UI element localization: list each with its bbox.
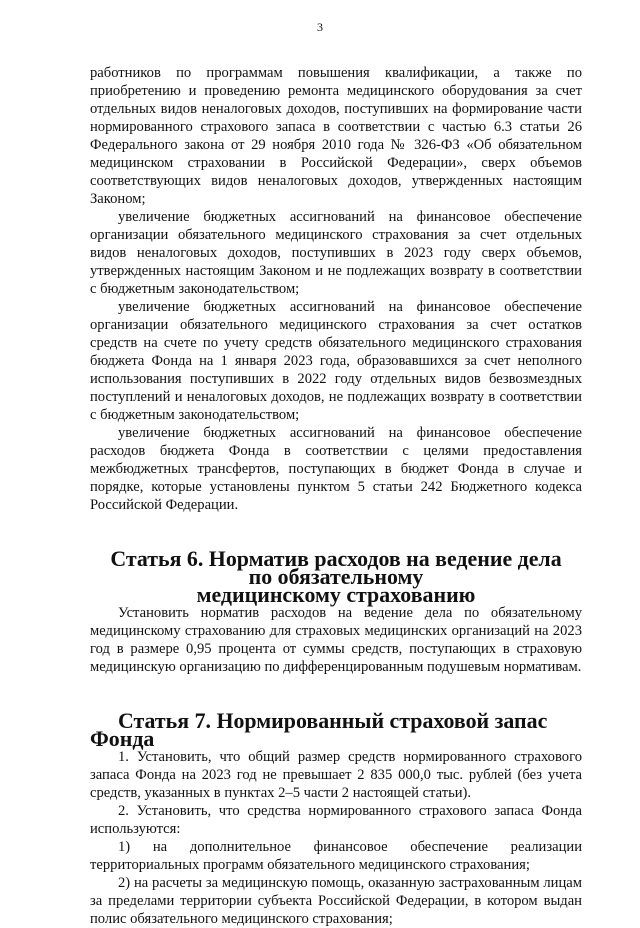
page-number: 3	[317, 20, 323, 34]
document-body	[90, 64, 582, 928]
article-7-paragraph-1: 1. Установить, что общий размер средств нормированного страхового запаса Фонда на 2023 год не превышает 2 835 000,0 тыс. рублей (без учета средств, указанных в пунктах 2–5 части 2 настоящей статьи).	[90, 749, 582, 801]
article-6-heading-line2: медицинскому страхованию	[196, 582, 476, 607]
article-6-heading-line1: Статья 6. Норматив расходов на ведение дела по обязательному	[110, 546, 562, 589]
article-7-heading: Статья 7. Нормированный страховой запас Фонда	[90, 708, 548, 751]
article-6-paragraph: Установить норматив расходов на ведение дела по обязательному медицинскому страхованию для страховых медицинских организаций на 2023 год в размере 0,95 процента от суммы средств, поступающих в страховую медицинскую организацию по дифференцированным подушевым нормативам.	[90, 605, 582, 675]
paragraph-continuation: работников по программам повышения квалификации, а также по приобретению и проведению ремонта медицинского оборудования за счет отдельных видов неналоговых доходов, поступивших на формирование части нормированного страхового запаса в соответствии с частью 6.3 статьи 26 Федерального закона от 29 ноября 2010 года № 326-ФЗ «Об обязательном медицинском страховании в Российской Федерации», сверх объемов соответствующих видов неналоговых доходов, утвержденных настоящим Законом;	[90, 65, 582, 207]
article-7-paragraph-2: 2. Установить, что средства нормированного страхового запаса Фонда используются:	[90, 803, 582, 837]
article-7-item-2: 2) на расчеты за медицинскую помощь, оказанную застрахованным лицам за пределами территории субъекта Российской Федерации, в котором выдан полис обязательного медицинского страхования;	[90, 875, 582, 927]
article-6-heading	[90, 546, 582, 607]
paragraph: увеличение бюджетных ассигнований на финансовое обеспечение организации обязательного медицинского страхования за счет остатков средств на счете по учету средств обязательного медицинского страхования бюджета Фонда на 1 января 2023 года, образовавшихся за счет неполного использования поступивших в 2022 году отдельных видов безвозмездных поступлений и неналоговых доходов, не подлежащих возврату в соответствии с бюджетным законодательством;	[90, 299, 582, 423]
paragraph: увеличение бюджетных ассигнований на финансовое обеспечение расходов бюджета Фонда в соответствии с целями предоставления межбюджетных трансфертов, поступающих в бюджет Фонда в случае и порядке, которые установлены пунктом 5 статьи 242 Бюджетного кодекса Российской Федерации.	[90, 425, 582, 513]
article-7-item-1: 1) на дополнительное финансовое обеспечение реализации территориальных программ обязательного медицинского страхования;	[90, 839, 582, 873]
paragraph: увеличение бюджетных ассигнований на финансовое обеспечение организации обязательного медицинского страхования за счет отдельных видов неналоговых доходов, поступивших в 2023 году сверх объемов, утвержденных настоящим Законом и не подлежащих возврату в соответствии с бюджетным законодательством;	[90, 209, 582, 297]
